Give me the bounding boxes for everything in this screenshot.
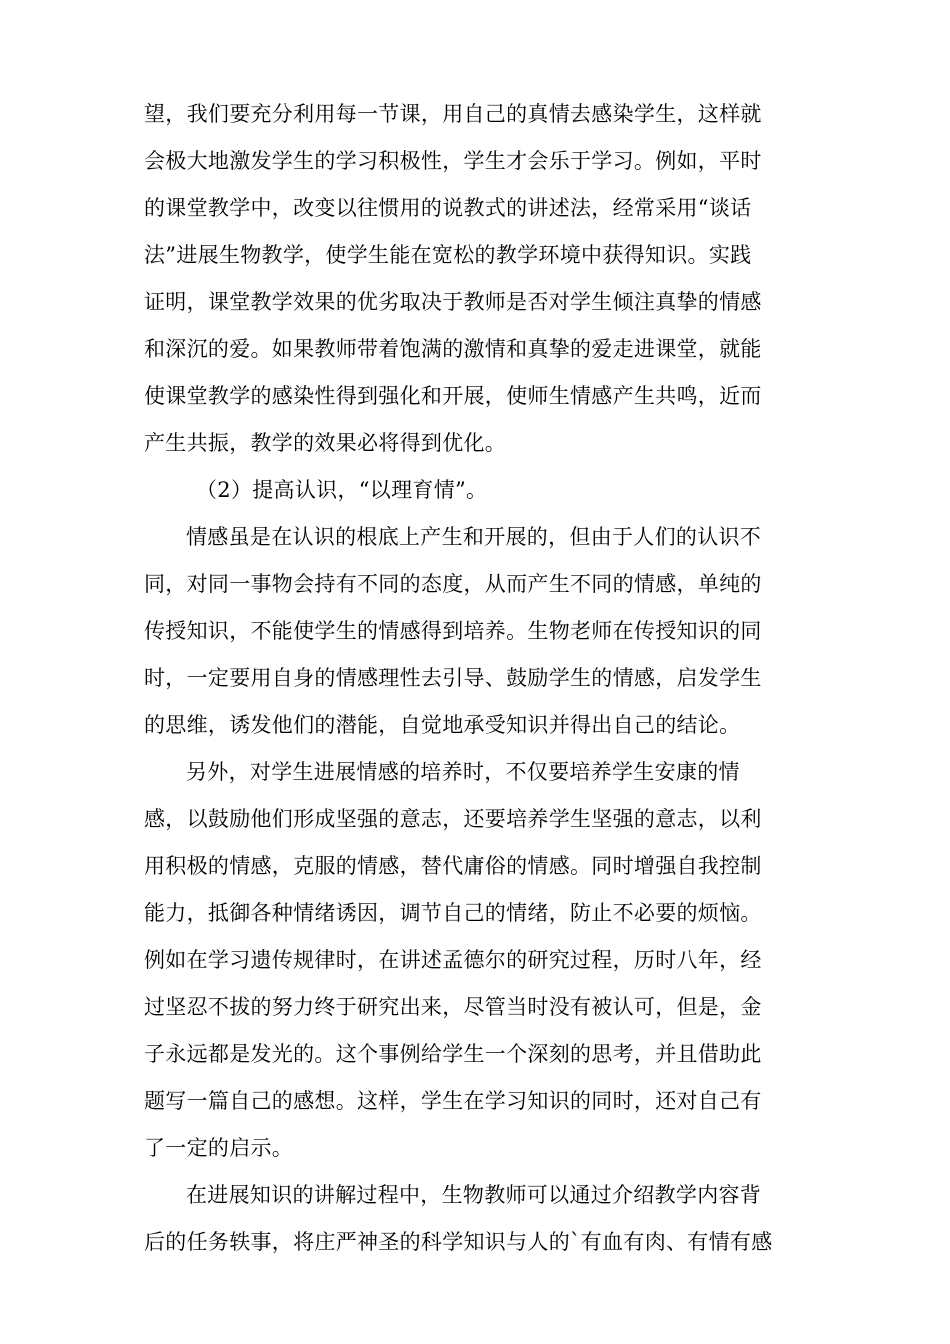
text-line: 产生共振，教学的效果必将得到优化。 xyxy=(144,431,507,455)
text-line: 另外，对学生进展情感的培养时，不仅要培养学生安康的情 xyxy=(186,760,740,784)
text-line: 法”进展生物教学，使学生能在宽松的教学环境中获得知识。实践 xyxy=(144,243,752,267)
text-line: 了一定的启示。 xyxy=(144,1136,294,1160)
text-line: 过坚忍不拔的努力终于研究出来，尽管当时没有被认可，但是，金 xyxy=(144,995,762,1019)
text-line: 时，一定要用自身的情感理性去引导、鼓励学生的情感，启发学生 xyxy=(144,666,762,690)
section-heading: （2）提高认识，“以理育情”。 xyxy=(196,478,488,502)
text-line: 的课堂教学中，改变以往惯用的说教式的讲述法，经常采用“谈话 xyxy=(144,196,752,220)
text-line: 证明，课堂教学效果的优劣取决于教师是否对学生倾注真挚的情感 xyxy=(144,290,762,314)
text-line: 用积极的情感，克服的情感，替代庸俗的情感。同时增强自我控制 xyxy=(144,854,762,878)
text-line: 子永远都是发光的。这个事例给学生一个深刻的思考，并且借助此 xyxy=(144,1042,762,1066)
text-line: 传授知识，不能使学生的情感得到培养。生物老师在传授知识的同 xyxy=(144,619,762,643)
text-line: 使课堂教学的感染性得到强化和开展，使师生情感产生共鸣，近而 xyxy=(144,384,762,408)
text-line: 例如在学习遗传规律时，在讲述孟德尔的研究过程，历时八年，经 xyxy=(144,948,762,972)
text-line: 后的任务轶事，将庄严神圣的科学知识与人的`有血有肉、有情有感 xyxy=(144,1230,773,1254)
text-line: 能力，抵御各种情绪诱因，调节自己的情绪，防止不必要的烦恼。 xyxy=(144,901,762,925)
text-line: 望，我们要充分利用每一节课，用自己的真情去感染学生，这样就 xyxy=(144,102,762,126)
text-line: 情感虽是在认识的根底上产生和开展的，但由于人们的认识不 xyxy=(186,525,762,549)
text-line: 在进展知识的讲解过程中，生物教师可以通过介绍教学内容背 xyxy=(186,1183,762,1207)
text-line: 会极大地激发学生的学习积极性，学生才会乐于学习。例如，平时 xyxy=(144,149,762,173)
text-line: 和深沉的爱。如果教师带着饱满的激情和真挚的爱走进课堂，就能 xyxy=(144,337,762,361)
text-line: 的思维，诱发他们的潜能，自觉地承受知识并得出自己的结论。 xyxy=(144,713,741,737)
text-line: 题写一篇自己的感想。这样，学生在学习知识的同时，还对自己有 xyxy=(144,1089,762,1113)
text-line: 感，以鼓励他们形成坚强的意志，还要培养学生坚强的意志，以利 xyxy=(144,807,762,831)
text-line: 同，对同一事物会持有不同的态度，从而产生不同的情感，单纯的 xyxy=(144,572,762,596)
